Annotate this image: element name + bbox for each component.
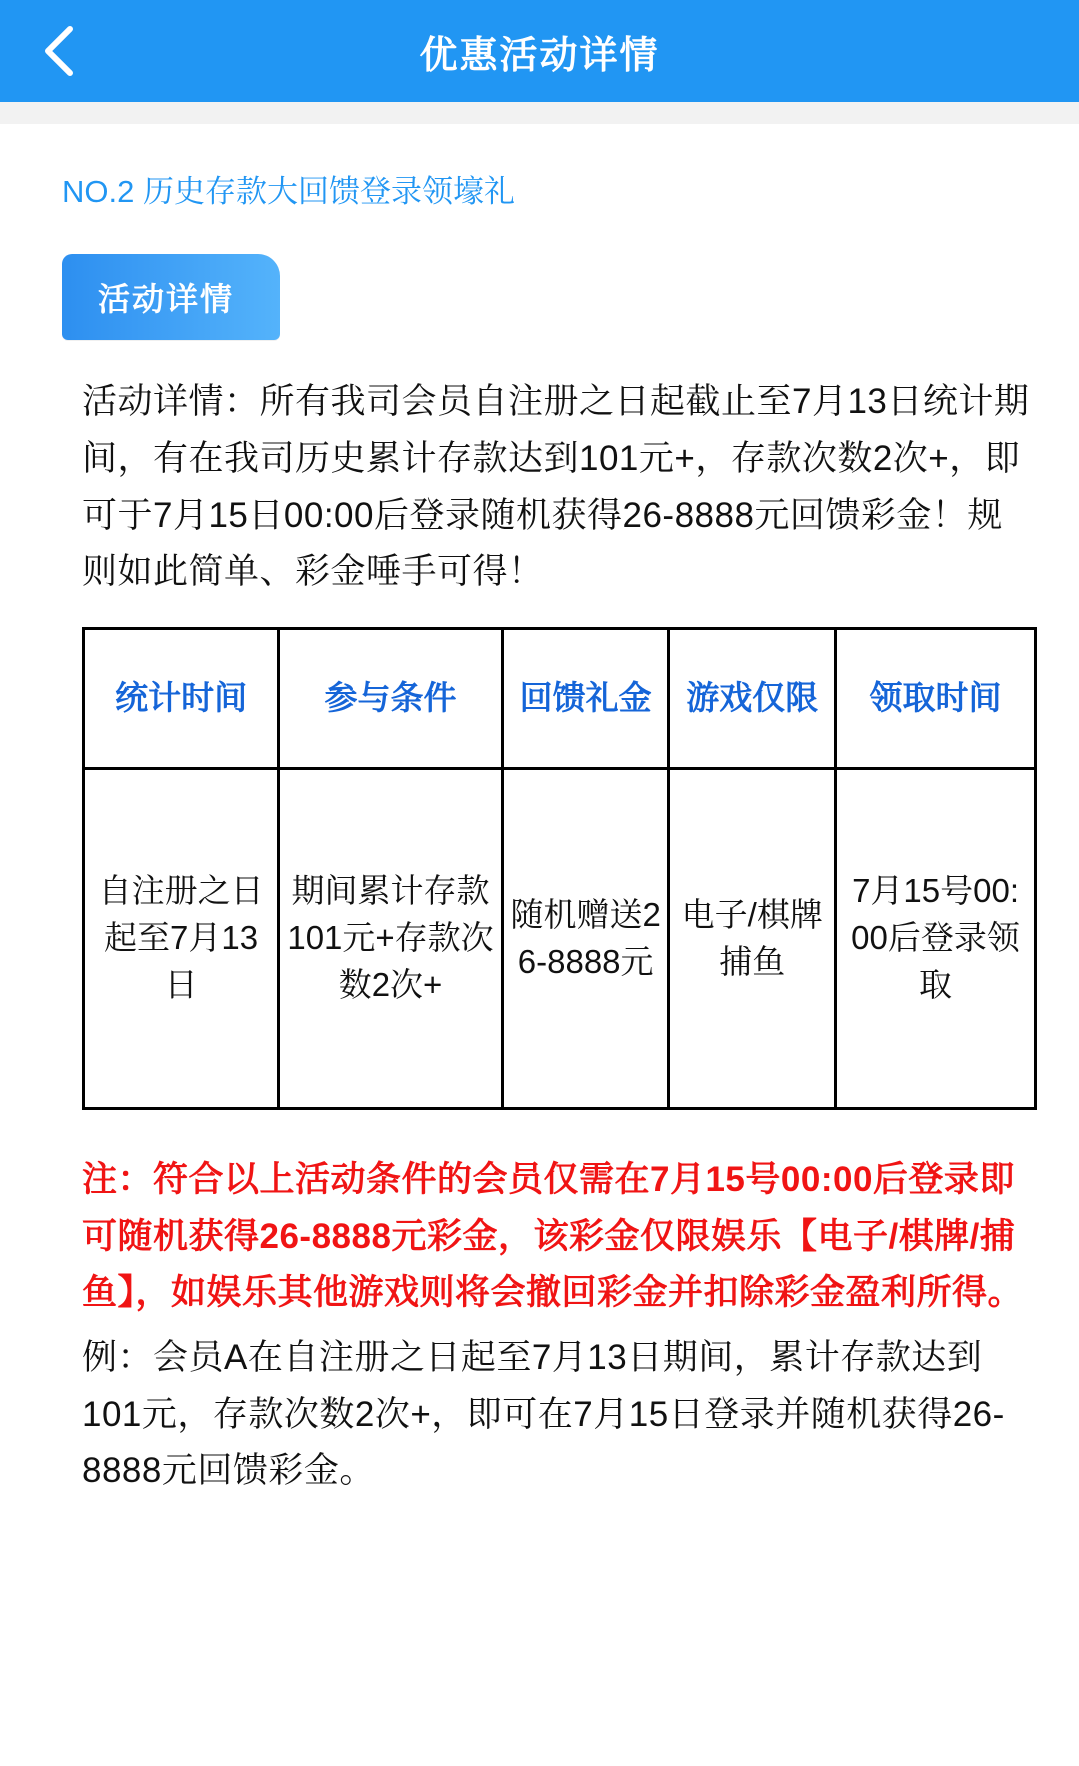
table-cell-claim-time: 7月15号00:00后登录领取 — [836, 769, 1036, 1109]
page-content — [0, 124, 1079, 1540]
app-header — [0, 0, 1079, 102]
promo-table-wrapper — [0, 601, 1079, 1110]
table-header-cell: 游戏仅限 — [669, 629, 836, 769]
note-paragraph: 注：符合以上活动条件的会员仅需在7月15号00:00后登录即可随机获得26-8888元彩金，该彩金仅限娱乐【电子/棋牌/捕鱼】，如娱乐其他游戏则将会撤回彩金并扣除彩金盈利所得。 — [82, 1160, 1024, 1313]
header-divider — [0, 102, 1079, 124]
back-button[interactable] — [32, 23, 88, 79]
notes-section — [0, 1152, 1079, 1500]
promotion-title: NO.2 历史存款大回馈登录领壕礼 — [62, 174, 515, 209]
table-row — [84, 769, 1036, 1109]
detail-paragraph: 活动详情：所有我司会员自注册之日起截止至7月13日统计期间，有在我司历史累计存款达到101元+，存款次数2次+，即可于7月15日00:00后登录随机获得26-8888元回馈彩金！规则如此简单、彩金唾手可得！ — [82, 382, 1030, 592]
table-cell-conditions: 期间累计存款101元+存款次数2次+ — [279, 769, 503, 1109]
example-paragraph: 例：会员A在自注册之日起至7月13日期间，累计存款达到101元，存款次数2次+，即可在7月15日登录并随机获得26-8888元回馈彩金。 — [82, 1338, 1005, 1491]
detail-section — [0, 374, 1079, 601]
table-cell-game-limit: 电子/棋牌捕鱼 — [669, 769, 836, 1109]
chevron-left-icon — [40, 23, 80, 79]
tab-bar — [0, 212, 1079, 340]
table-header-cell: 领取时间 — [836, 629, 1036, 769]
table-header-cell: 回馈礼金 — [502, 629, 669, 769]
table-header-cell: 统计时间 — [84, 629, 279, 769]
table-header-row — [84, 629, 1036, 769]
tab-activity-detail[interactable]: 活动详情 — [62, 254, 280, 340]
promo-table — [82, 627, 1037, 1110]
table-header-cell: 参与条件 — [279, 629, 503, 769]
page-title: 优惠活动详情 — [419, 34, 660, 77]
table-cell-stat-period: 自注册之日起至7月13日 — [84, 769, 279, 1109]
table-cell-reward: 随机赠送26-8888元 — [502, 769, 669, 1109]
